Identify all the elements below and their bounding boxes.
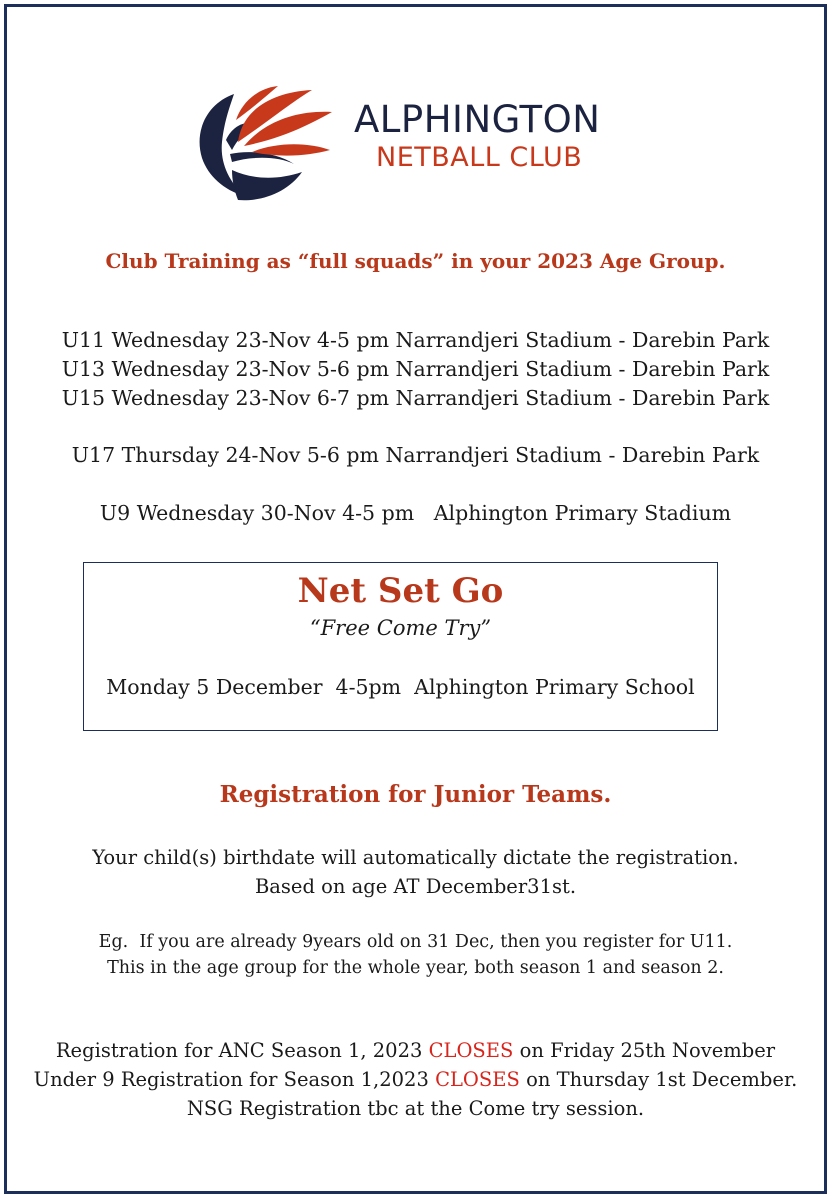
u9-closing-suffix: on Thursday 1st December. [519,1068,798,1091]
example-line-1: Eg. If you are already 9years old on 31 Dec, then you register for U11. [98,932,733,952]
logo-title: ALPHINGTON [354,98,601,141]
example-line-2: This in the age group for the whole year, both season 1 and season 2. [107,958,724,978]
anc-closes-label: CLOSES [428,1039,514,1062]
registration-rule [0,843,831,901]
nsg-registration-line: NSG Registration tbc at the Come try session. [186,1097,645,1120]
schedule-u15: U15 Wednesday 23-Nov 6-7 pm Narrandjeri Stadium - Darebin Park [61,386,770,410]
anc-closing-suffix: on Friday 25th November [513,1039,776,1062]
schedule-u17: U17 Thursday 24-Nov 5-6 pm Narrandjeri Stadium - Darebin Park [71,443,760,467]
schedule-group-1 [0,326,831,413]
anc-closing-line [0,1036,831,1065]
net-set-go-title: Net Set Go [297,571,504,611]
closing-dates [0,1036,831,1123]
netball-leaf-icon [192,80,342,205]
u9-closing-prefix: Under 9 Registration for Season 1,2023 [33,1068,436,1091]
net-set-go-subtitle: “Free Come Try” [309,616,492,640]
schedule-u11: U11 Wednesday 23-Nov 4-5 pm Narrandjeri Stadium - Darebin Park [61,328,770,352]
logo-subtitle: NETBALL CLUB [376,142,583,173]
anc-closing-prefix: Registration for ANC Season 1, 2023 [55,1039,429,1062]
registration-line-2: Based on age AT December31st. [254,875,577,898]
registration-line-1: Your child(s) birthdate will automatically dictate the registration. [92,846,739,869]
registration-example [0,929,831,981]
schedule-u13: U13 Wednesday 23-Nov 5-6 pm Narrandjeri Stadium - Darebin Park [61,357,770,381]
net-set-go-details: Monday 5 December 4-5pm Alphington Primary School [106,675,695,699]
net-set-go-box [83,562,718,731]
u9-closes-label: CLOSES [435,1068,520,1091]
schedule-u9: U9 Wednesday 30-Nov 4-5 pm Alphington Primary Stadium [99,501,732,525]
club-logo [192,80,632,205]
training-heading: Club Training as “full squads” in your 2023 Age Group. [105,249,726,273]
u9-closing-line [0,1065,831,1094]
registration-heading: Registration for Junior Teams. [219,781,612,808]
